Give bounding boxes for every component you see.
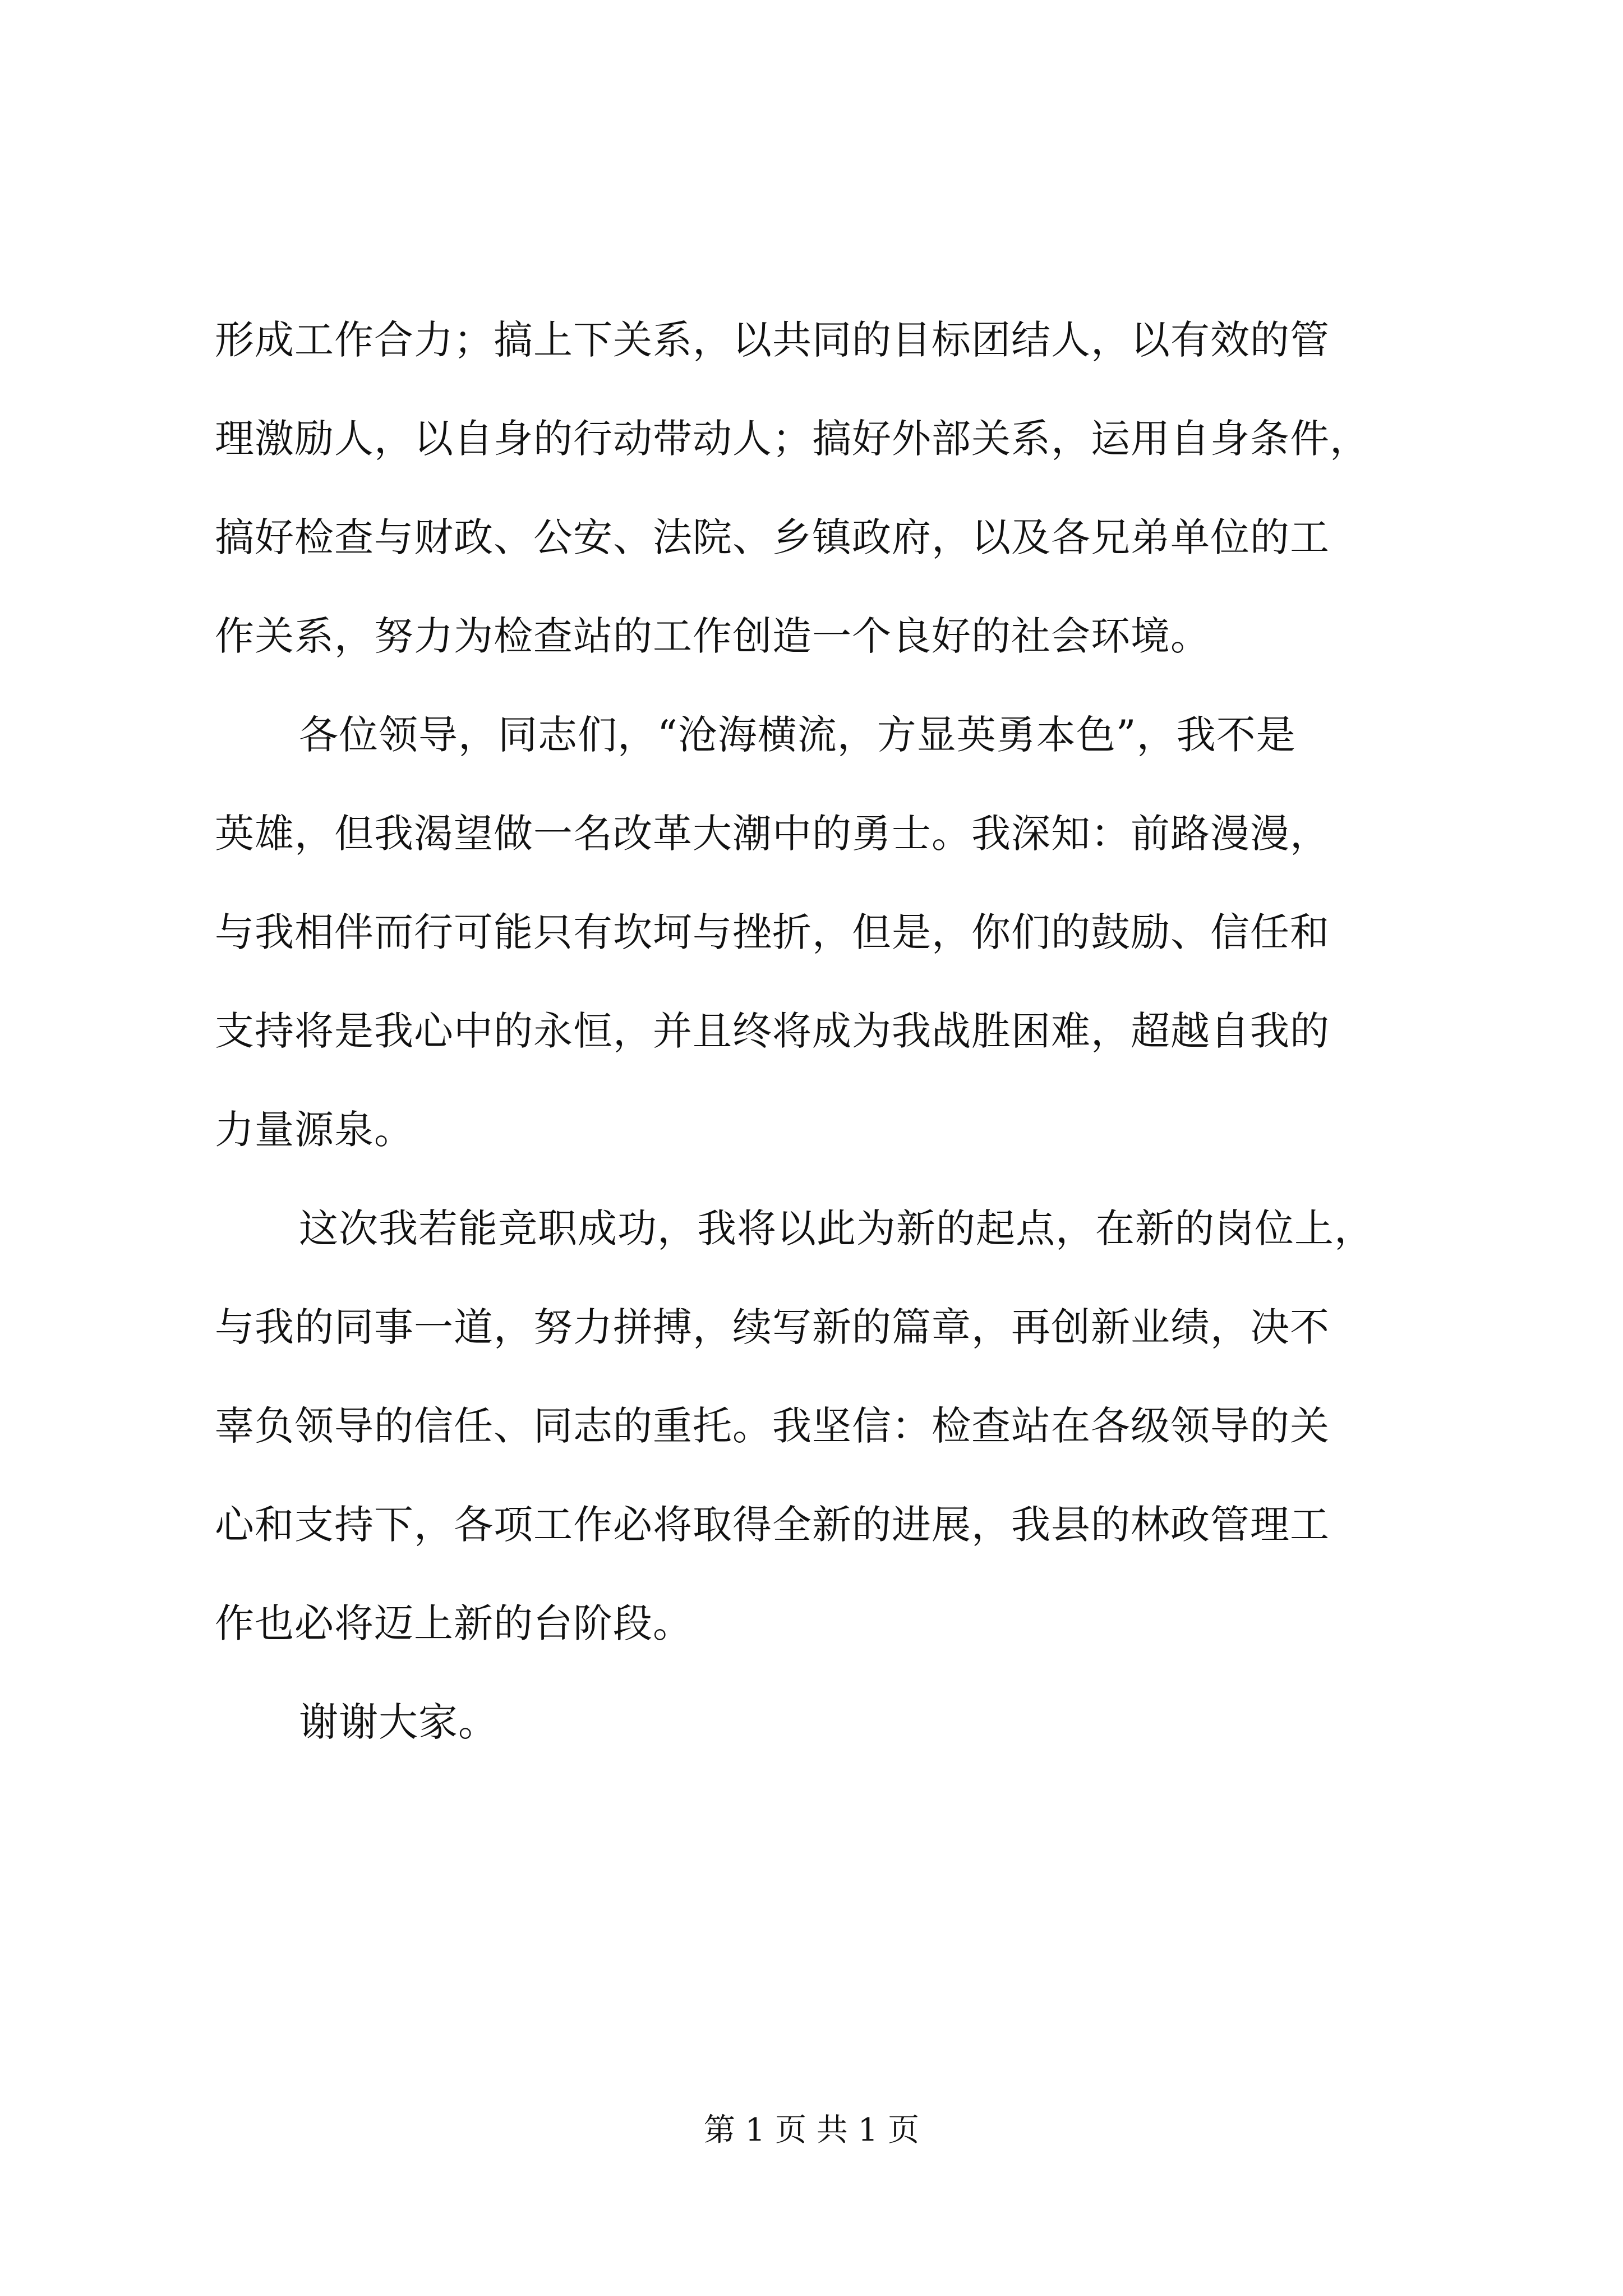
paragraph-start-line: 各位领导，同志们，“沧海横流，方显英勇本色”，我不是 bbox=[299, 712, 1296, 758]
text-line: 作关系，努力为检查站的工作创造一个良好的社会环境。 bbox=[215, 613, 1210, 659]
text-line: 形成工作合力；搞上下关系，以共同的目标团结人，以有效的管 bbox=[215, 317, 1330, 363]
paragraph-start-line: 谢谢大家。 bbox=[299, 1699, 498, 1745]
text-line: 理激励人，以自身的行动带动人；搞好外部关系，运用自身条件， bbox=[215, 416, 1370, 462]
page-number-label: 第 1 页 共 1 页 bbox=[703, 2112, 920, 2148]
text-line: 作也必将迈上新的台阶段。 bbox=[215, 1600, 693, 1646]
text-line: 辜负领导的信任、同志的重托。我坚信：检查站在各级领导的关 bbox=[215, 1403, 1330, 1449]
document-body bbox=[215, 301, 1421, 1782]
text-line: 支持将是我心中的永恒，并且终将成为我战胜困难，超越自我的 bbox=[215, 1008, 1330, 1054]
page-footer bbox=[0, 2108, 1623, 2153]
text-line: 英雄，但我渴望做一名改革大潮中的勇士。我深知：前路漫漫， bbox=[215, 811, 1330, 857]
text-line: 与我相伴而行可能只有坎坷与挫折，但是，你们的鼓励、信任和 bbox=[215, 909, 1330, 955]
text-line: 心和支持下，各项工作必将取得全新的进展，我县的林政管理工 bbox=[215, 1502, 1330, 1548]
text-line: 与我的同事一道，努力拼搏，续写新的篇章，再创新业绩，决不 bbox=[215, 1304, 1330, 1350]
paragraph-start-line: 这次我若能竞职成功，我将以此为新的起点，在新的岗位上， bbox=[299, 1205, 1374, 1251]
text-line: 搞好检查与财政、公安、法院、乡镇政府，以及各兄弟单位的工 bbox=[215, 514, 1330, 560]
text-line: 力量源泉。 bbox=[215, 1107, 414, 1153]
